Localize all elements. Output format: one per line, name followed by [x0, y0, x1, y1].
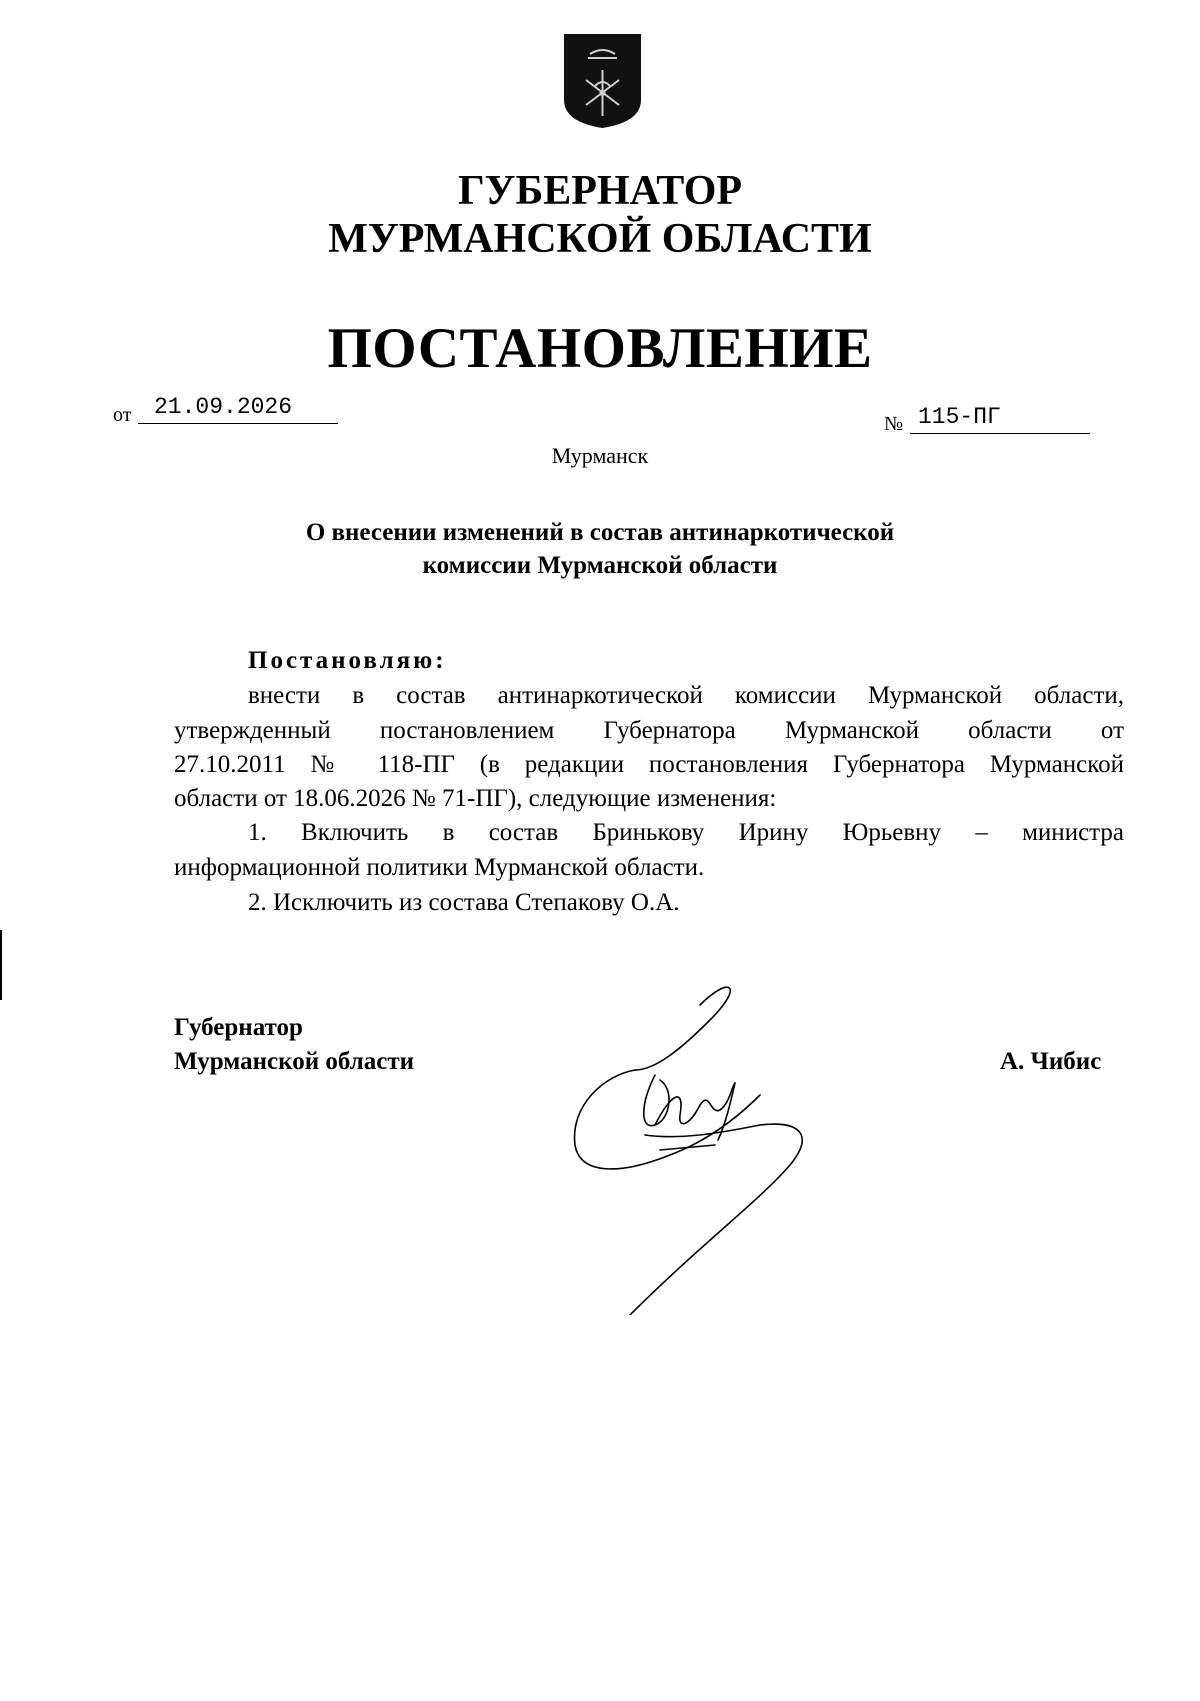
- item-1-line1: 1. Включить в состав Бринькову Ирину Юрьевну – министра: [248, 819, 1124, 846]
- item-1-line2: информационной политики Мурманской области.: [174, 854, 705, 881]
- subject-line2: комиссии Мурманской области: [422, 552, 778, 579]
- decree-word: Постановляю:: [248, 647, 447, 674]
- city-name: Мурманск: [551, 443, 649, 468]
- org-name-line1: ГУБЕРНАТОР: [457, 168, 743, 214]
- margin-mark: [0, 930, 2, 1000]
- document-type-title: ПОСТАНОВЛЕНИЕ: [327, 317, 873, 380]
- number-label: №: [884, 413, 904, 435]
- org-name-line2: МУРМАНСКОЙ ОБЛАСТИ: [328, 216, 872, 262]
- signatory-name: А. Чибис: [1000, 1048, 1102, 1075]
- coat-of-arms-icon: [560, 30, 645, 130]
- body-line: внести в состав антинаркотической комиссии Мурманской области,: [248, 682, 1124, 709]
- signatory-title-line2: Мурманской области: [174, 1048, 415, 1075]
- date-label: от: [113, 404, 132, 426]
- handwritten-signature-icon: [560, 975, 860, 1315]
- date-value: 21.09.2026: [138, 396, 338, 424]
- body-line: области от 18.06.2026 № 71-ПГ), следующие изменения:: [174, 785, 777, 812]
- signatory-title-line1: Губернатор: [174, 1014, 303, 1041]
- body-line: 27.10.2011 № 118-ПГ (в редакции постановления Губернатора Мурманской: [174, 751, 1124, 778]
- body-line: утвержденный постановлением Губернатора Мурманской области от: [174, 717, 1124, 744]
- subject-line1: О внесении изменений в состав антинаркотической: [305, 519, 895, 546]
- item-2: 2. Исключить из состава Степакову О.А.: [248, 889, 680, 916]
- document-number: 115-ПГ: [910, 406, 1090, 434]
